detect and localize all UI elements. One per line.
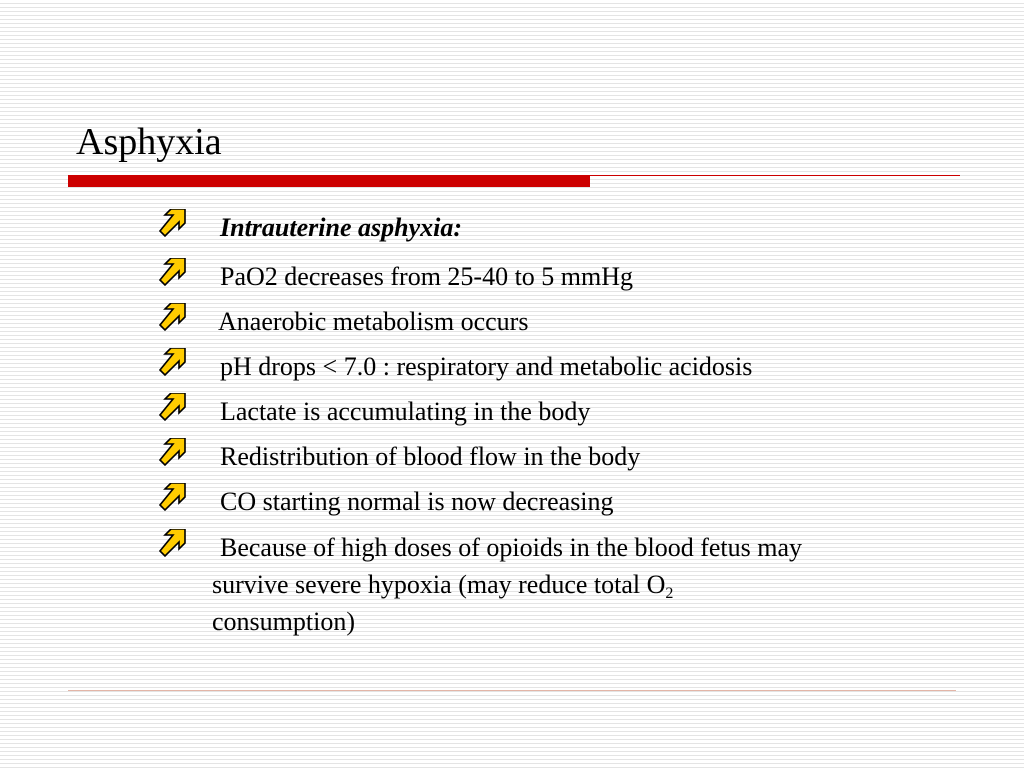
title-underline-thick — [68, 175, 590, 187]
bullet-text: Anaerobic metabolism occurs — [218, 307, 529, 336]
arrow-up-right-icon — [158, 209, 188, 239]
arrow-up-right-icon — [158, 393, 188, 423]
bullet-text: Redistribution of blood flow in the body — [220, 442, 641, 471]
arrow-up-right-icon — [158, 438, 188, 468]
arrow-up-right-icon — [158, 483, 188, 513]
footer-rule — [68, 690, 956, 691]
arrow-up-right-icon — [158, 303, 188, 333]
bullet-text: CO starting normal is now decreasing — [220, 487, 614, 516]
bullet-text: Lactate is accumulating in the body — [220, 397, 591, 426]
bullet-text-line-3: consumption) — [212, 607, 355, 636]
bullet-text: PaO2 decreases from 25-40 to 5 mmHg — [220, 262, 634, 291]
title-underline-thin — [590, 175, 960, 176]
subscript-2: 2 — [665, 585, 674, 602]
bullet-text-line-2 — [212, 566, 673, 603]
bullet-text: pH drops < 7.0 : respiratory and metabolic acidosis — [220, 352, 753, 381]
slide-title: Asphyxia — [76, 121, 222, 163]
arrow-up-right-icon — [158, 258, 188, 288]
arrow-up-right-icon — [158, 529, 188, 559]
bullet-text: Intrauterine asphyxia: — [220, 213, 462, 242]
bullet-text-line-2-main: survive severe hypoxia (may reduce total O — [212, 570, 666, 599]
bullet-text-line-1: Because of high doses of opioids in the blood fetus may — [220, 533, 803, 562]
arrow-up-right-icon — [158, 348, 188, 378]
